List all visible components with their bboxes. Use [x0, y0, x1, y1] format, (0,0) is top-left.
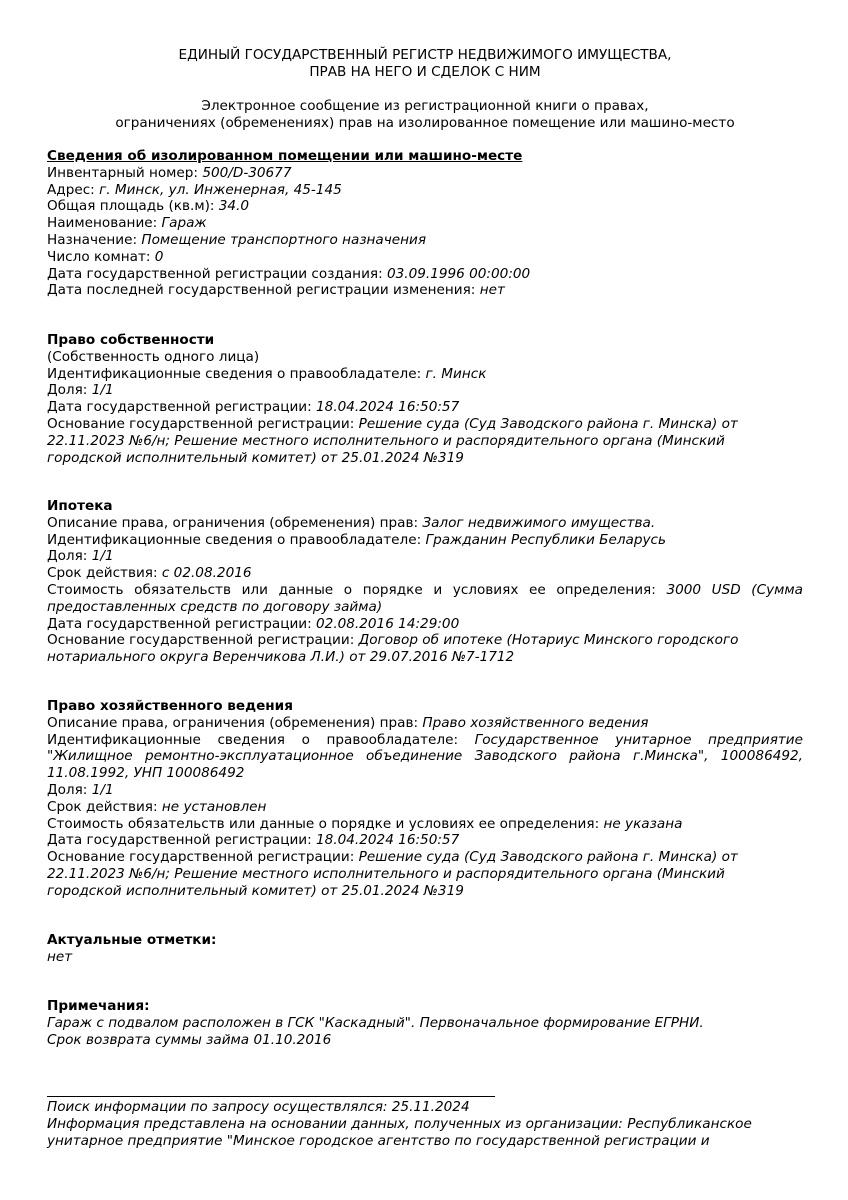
field-value: не установлен	[161, 798, 267, 815]
field-label: Основание государственной регистрации:	[47, 415, 359, 432]
holder-row	[47, 732, 803, 782]
field-value: 02.08.2016 14:29:00	[316, 615, 460, 632]
created-row	[47, 266, 803, 283]
marks-value: нет	[47, 948, 73, 965]
field-value: Право хозяйственного ведения	[422, 714, 649, 731]
rooms-row	[47, 249, 803, 266]
field-value: 18.04.2024 16:50:57	[316, 399, 460, 416]
field-label: Описание права, ограничения (обременения) прав:	[47, 514, 423, 531]
field-label: Стоимость обязательств или данные о порядке и условиях ее определения:	[47, 581, 667, 598]
ownership-section	[47, 332, 803, 466]
notes-line-2: Срок возврата суммы займа 01.10.2016	[47, 1031, 332, 1048]
field-value: 03.09.1996 00:00:00	[386, 265, 531, 282]
field-label: Общая площадь (кв.м):	[47, 198, 219, 215]
footer-line-2: Информация представлена на основании данных, полученных из организации: Республиканское унитарное предприятие "Минское городское агентство по государственной регистрации и	[47, 1115, 752, 1149]
marks-section	[47, 932, 803, 966]
header-line-1: ЕДИНЫЙ ГОСУДАРСТВЕННЫЙ РЕГИСТР НЕДВИЖИМОГО ИМУЩЕСТВА,	[178, 47, 672, 63]
share-row	[47, 782, 803, 799]
field-label: Инвентарный номер:	[47, 164, 203, 181]
field-value: 18.04.2024 16:50:57	[316, 832, 460, 849]
field-label: Дата государственной регистрации:	[47, 832, 317, 849]
field-label: Дата последней государственной регистрации изменения:	[47, 282, 480, 299]
field-label: Дата государственной регистрации:	[47, 615, 317, 632]
purpose-row	[47, 232, 803, 249]
field-value: 3000 USD (Сумма предоставленных средств по договору займа)	[47, 581, 803, 615]
field-label: Наименование:	[47, 215, 162, 232]
footer-line-1: Поиск информации по запросу осуществлялся: 25.11.2024	[47, 1099, 470, 1115]
field-label: Дата государственной регистрации создания:	[47, 265, 387, 282]
notes-title: Примечания:	[47, 998, 150, 1014]
field-value: Гараж	[161, 215, 207, 232]
management-section	[47, 698, 803, 900]
document-subheader	[47, 98, 803, 132]
footer	[47, 1099, 803, 1149]
field-label: Доля:	[47, 548, 92, 565]
holder-row	[47, 366, 803, 383]
field-label: Срок действия:	[47, 798, 162, 815]
field-label: Число комнат:	[47, 248, 155, 265]
field-value: г. Минск	[425, 365, 487, 382]
share-row	[47, 548, 803, 565]
field-label: Основание государственной регистрации:	[47, 632, 359, 649]
field-label: Стоимость обязательств или данные о порядке и условиях ее определения:	[47, 815, 604, 832]
inventory-number-row	[47, 165, 803, 182]
notes-section	[47, 998, 803, 1048]
field-label: Дата государственной регистрации:	[47, 399, 317, 416]
field-value: Решение суда (Суд Заводского района г. Минска) от 22.11.2023 №6/н; Решение местного исполнительного и распорядительного органа (Минский городской исполнительный комитет) от 25.01.2024 №319	[47, 415, 738, 466]
field-label: Срок действия:	[47, 565, 162, 582]
ownership-title: Право собственности	[47, 332, 215, 348]
field-label: Идентификационные сведения о правообладателе:	[47, 531, 426, 548]
mortgage-title: Ипотека	[47, 498, 113, 514]
field-value: 1/1	[91, 548, 114, 565]
registration-date-row	[47, 616, 803, 633]
name-row	[47, 215, 803, 232]
area-row	[47, 198, 803, 215]
object-section	[47, 148, 803, 299]
term-row	[47, 565, 803, 582]
ownership-type: (Собственность одного лица)	[47, 348, 260, 365]
field-label: Доля:	[47, 781, 92, 798]
cost-row	[47, 582, 803, 616]
field-value: 1/1	[91, 781, 114, 798]
cost-row	[47, 816, 803, 833]
field-value: с 02.08.2016	[161, 565, 252, 582]
field-label: Описание права, ограничения (обременения) прав:	[47, 714, 423, 731]
field-value: Помещение транспортного назначения	[141, 231, 427, 248]
document-header	[47, 47, 803, 81]
description-row	[47, 715, 803, 732]
field-label: Идентификационные сведения о правообладателе:	[47, 731, 475, 748]
management-title: Право хозяйственного ведения	[47, 698, 293, 714]
field-value: не указана	[603, 815, 683, 832]
field-value: Залог недвижимого имущества.	[422, 514, 656, 531]
field-label: Назначение:	[47, 231, 142, 248]
field-value: 34.0	[218, 198, 250, 215]
field-label: Адрес:	[47, 181, 100, 198]
registration-date-row	[47, 399, 803, 416]
term-row	[47, 799, 803, 816]
basis-row	[47, 849, 803, 899]
marks-title: Актуальные отметки:	[47, 932, 217, 948]
field-value: нет	[479, 282, 505, 299]
description-row	[47, 515, 803, 532]
field-value: 0	[154, 248, 164, 265]
field-value: Договор об ипотеке (Нотариус Минского городского нотариального округа Веренчикова Л.И.) от 29.07.2016 №7-1712	[47, 632, 739, 666]
changed-row	[47, 282, 803, 299]
notes-line-1: Гараж с подвалом расположен в ГСК "Каскадный". Первоначальное формирование ЕГРНИ.	[47, 1014, 704, 1031]
subheader-line-2: ограничениях (обременениях) прав на изолированное помещение или машино-место	[115, 114, 735, 131]
mortgage-section	[47, 498, 803, 666]
field-value: Решение суда (Суд Заводского района г. Минска) от 22.11.2023 №6/н; Решение местного исполнительного и распорядительного органа (Минский городской исполнительный комитет) от 25.01.2024 №319	[47, 849, 738, 899]
field-value: Государственное унитарное предприятие "Жилищное ремонтно-эксплуатационное объединение Заводского района г.Минска", 100086492, 11.08.1992, УНП 100086492	[47, 731, 803, 782]
share-row	[47, 382, 803, 399]
footer-divider	[47, 1096, 495, 1097]
field-value: Гражданин Республики Беларусь	[425, 531, 667, 548]
holder-row	[47, 532, 803, 549]
address-row	[47, 182, 803, 199]
field-value: г. Минск, ул. Инженерная, 45-145	[99, 181, 342, 198]
object-title: Сведения об изолированном помещении или машино-месте	[47, 148, 523, 164]
header-line-2: ПРАВ НА НЕГО И СДЕЛОК С НИМ	[309, 63, 541, 80]
basis-row	[47, 632, 803, 666]
field-value: 500/D-30677	[202, 164, 292, 181]
field-label: Основание государственной регистрации:	[47, 849, 359, 866]
registration-date-row	[47, 832, 803, 849]
field-label: Идентификационные сведения о правообладателе:	[47, 365, 426, 382]
subheader-line-1: Электронное сообщение из регистрационной книги о правах,	[201, 98, 649, 114]
field-label: Доля:	[47, 382, 92, 399]
basis-row	[47, 416, 803, 466]
field-value: 1/1	[91, 382, 114, 399]
